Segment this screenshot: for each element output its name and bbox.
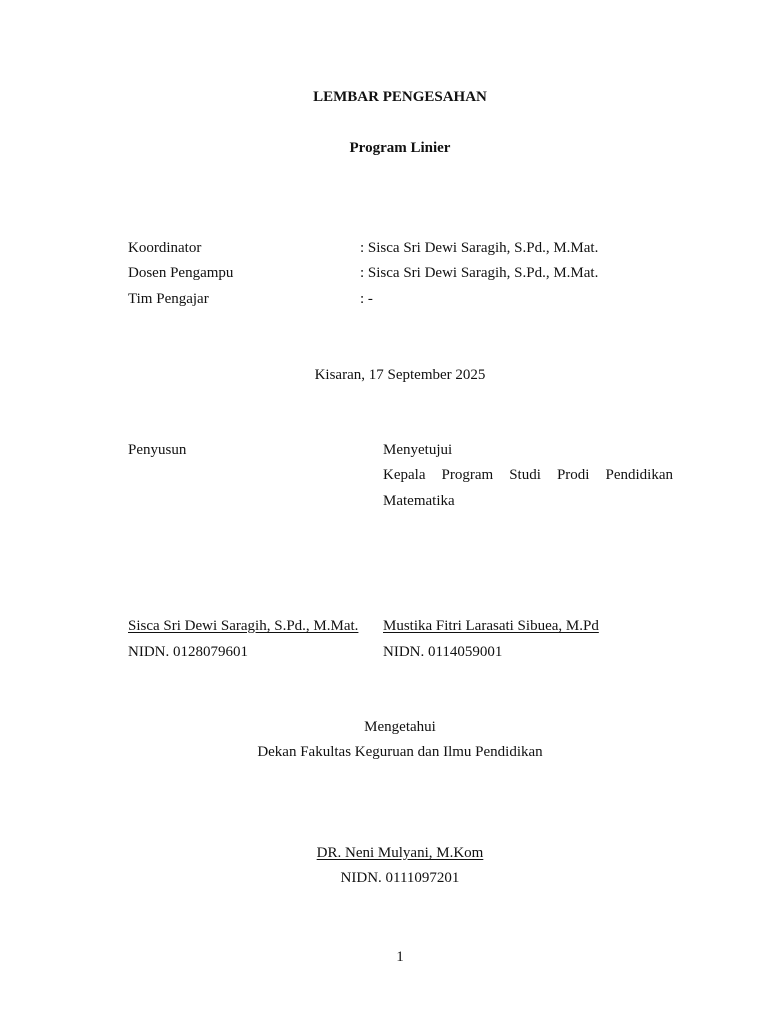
position-word: Prodi (556, 467, 590, 483)
menyetujui-label: Menyetujui (383, 442, 453, 458)
penyusun-label: Penyusun (128, 442, 187, 458)
tim-value: : - (360, 291, 373, 307)
position-word: Kepala (383, 467, 426, 483)
page-number: 1 (396, 949, 404, 965)
dekan-name: DR. Neni Mulyani, M.Kom (316, 845, 484, 861)
kaprodi-nidn: NIDN. 0114059001 (383, 644, 503, 660)
kaprodi-position-line (383, 466, 673, 484)
position-word: Studi (509, 467, 541, 483)
dekan-position: Dekan Fakultas Keguruan dan Ilmu Pendidikan (257, 744, 543, 760)
dekan-nidn: NIDN. 0111097201 (340, 870, 460, 886)
penyusun-name: Sisca Sri Dewi Saragih, S.Pd., M.Mat. (128, 618, 359, 634)
tim-label: Tim Pengajar (128, 291, 209, 307)
place-date: Kisaran, 17 September 2025 (314, 367, 486, 383)
dekan-name-wrap (0, 844, 768, 862)
position-word: Pendidikan (605, 467, 673, 483)
kaprodi-position-line2: Matematika (383, 493, 455, 509)
kaprodi-name: Mustika Fitri Larasati Sibuea, M.Pd (383, 618, 599, 634)
penyusun-nidn: NIDN. 0128079601 (128, 644, 248, 660)
koordinator-label: Koordinator (128, 240, 202, 256)
page-title: LEMBAR PENGESAHAN (313, 89, 487, 105)
koordinator-value: : Sisca Sri Dewi Saragih, S.Pd., M.Mat. (360, 240, 599, 256)
course-name: Program Linier (349, 140, 451, 156)
dosen-label: Dosen Pengampu (128, 265, 234, 281)
dosen-value: : Sisca Sri Dewi Saragih, S.Pd., M.Mat. (360, 265, 599, 281)
position-word: Program (441, 467, 494, 483)
mengetahui-label: Mengetahui (364, 719, 436, 735)
